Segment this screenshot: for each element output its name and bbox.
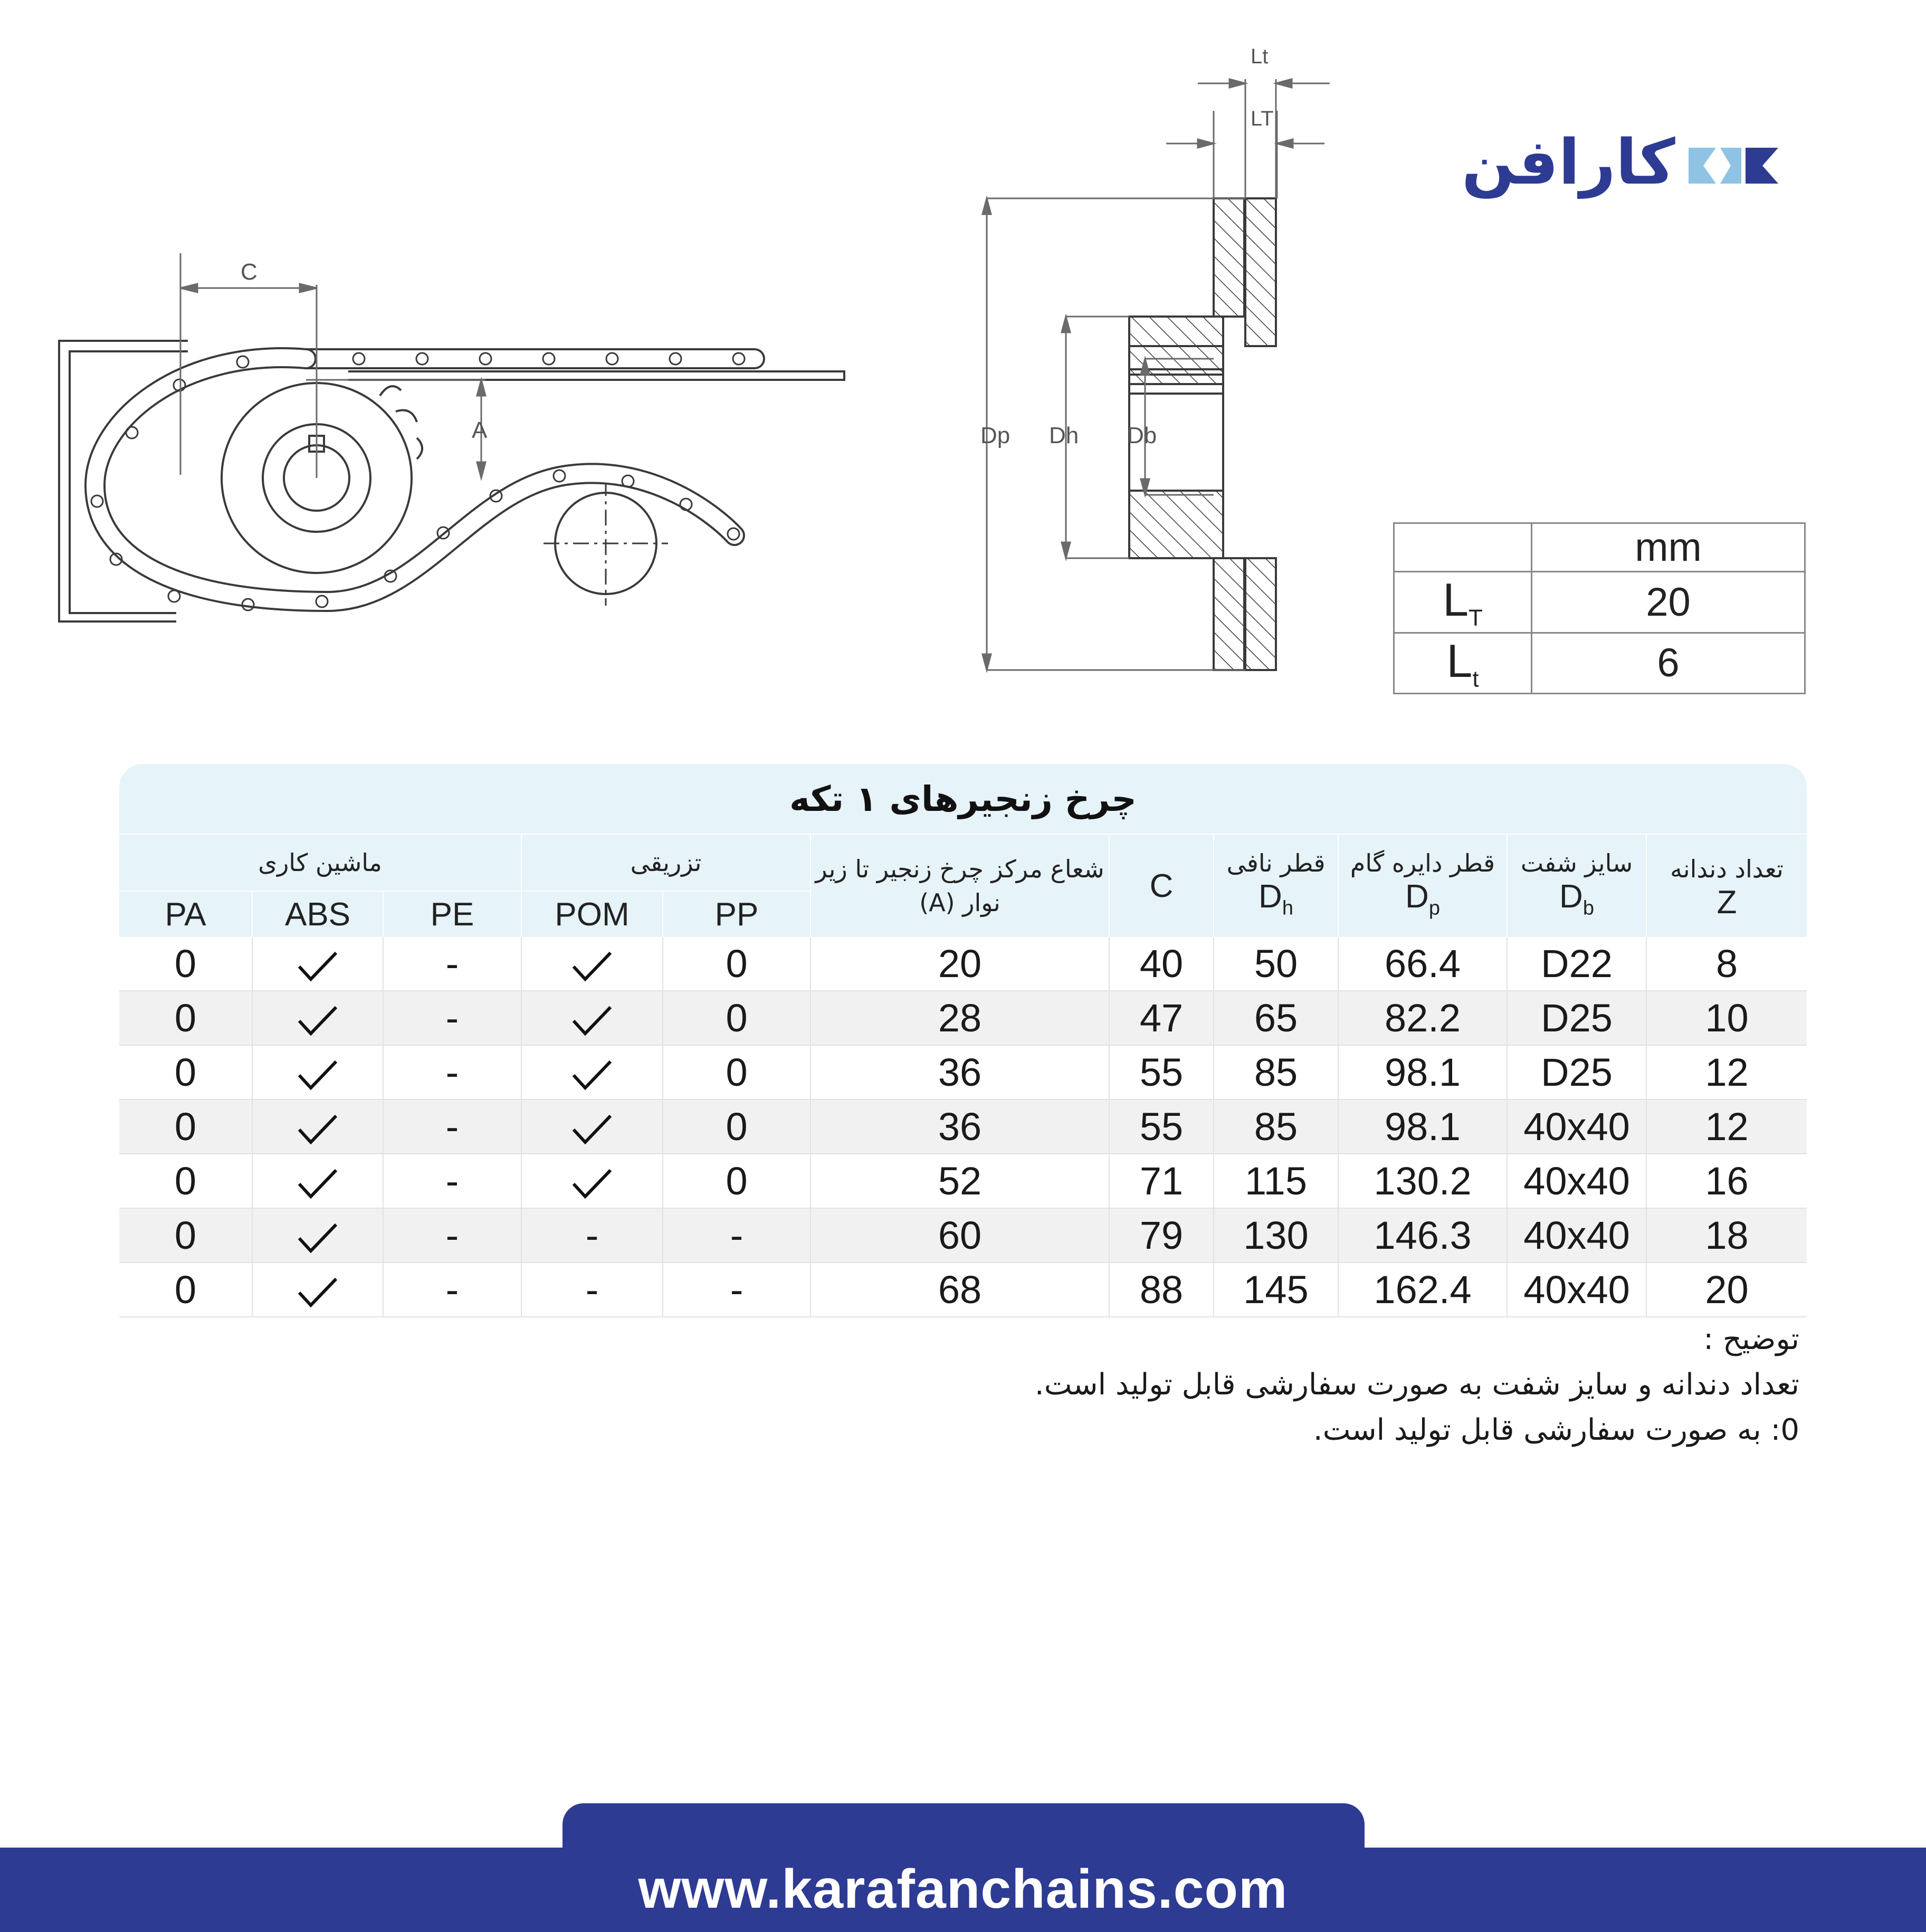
cell-a: 28 (811, 991, 1109, 1045)
check-icon (297, 1277, 338, 1308)
table-row (119, 1045, 1807, 1099)
sprocket-table (119, 764, 1807, 1317)
cell-pa: 0 (119, 1045, 252, 1099)
cell-dp: 130.2 (1338, 1154, 1507, 1208)
lt-lower-symbol: $L_t$ (1394, 633, 1532, 694)
lt-spec-table (1393, 522, 1806, 694)
cell-pa: 0 (119, 1154, 252, 1208)
group-injection: تزریقی (521, 834, 811, 891)
table-row (119, 937, 1807, 991)
check-icon (571, 1005, 613, 1037)
dim-dh-label: Dh (1049, 423, 1079, 448)
cell-db: D22 (1507, 937, 1646, 991)
header-radius: شعاع مرکز چرخ زنجیر تا زیر نوار (A) (811, 834, 1109, 937)
cell-a: 68 (811, 1263, 1109, 1317)
cell-dp: 162.4 (1338, 1263, 1507, 1317)
check-icon (297, 1114, 338, 1145)
check-icon (571, 1059, 613, 1091)
header-pom: POM (521, 891, 663, 937)
cell-db: 40x40 (1507, 1099, 1646, 1154)
cell-pom: - (521, 1263, 663, 1317)
cell-db: 40x40 (1507, 1154, 1646, 1208)
cell-c: 79 (1109, 1208, 1214, 1263)
cell-pa: 0 (119, 1263, 252, 1317)
cell-z: 16 (1646, 1154, 1807, 1208)
lt-upper-symbol: $L_T$ (1394, 572, 1532, 633)
table-body (119, 937, 1807, 1317)
check-icon (571, 1114, 613, 1145)
cell-dh: 50 (1214, 937, 1338, 991)
unit-header: mm (1532, 523, 1805, 572)
cell-c: 55 (1109, 1045, 1214, 1099)
cell-c: 88 (1109, 1263, 1214, 1317)
notes-line-2: 0: به صورت سفارشی قابل تولید است. (1313, 1413, 1799, 1447)
cell-pom (521, 991, 663, 1045)
cell-a: 60 (811, 1208, 1109, 1263)
table-row (119, 991, 1807, 1045)
cell-pe: - (383, 1263, 521, 1317)
cell-pom: - (521, 1208, 663, 1263)
cell-z: 18 (1646, 1208, 1807, 1263)
cell-c: 71 (1109, 1154, 1214, 1208)
cell-abs (252, 1099, 383, 1154)
notes-heading: توضیح : (1703, 1322, 1799, 1356)
cell-dp: 146.3 (1338, 1208, 1507, 1263)
cell-abs (252, 991, 383, 1045)
cell-dh: 85 (1214, 1045, 1338, 1099)
notes-line-1: تعداد دندانه و سایز شفت به صورت سفارشی قابل تولید است. (1034, 1367, 1799, 1402)
cell-dp: 98.1 (1338, 1099, 1507, 1154)
cell-c: 55 (1109, 1099, 1214, 1154)
cell-pom (521, 1045, 663, 1099)
cell-pp: - (663, 1208, 811, 1263)
cell-pp: 0 (663, 1045, 811, 1099)
cell-pom (521, 1099, 663, 1154)
cell-db: D25 (1507, 1045, 1646, 1099)
cell-dh: 65 (1214, 991, 1338, 1045)
cell-pa: 0 (119, 1099, 252, 1154)
check-icon (297, 951, 338, 982)
cell-db: D25 (1507, 991, 1646, 1045)
cell-pe: - (383, 1099, 521, 1154)
cell-dp: 98.1 (1338, 1045, 1507, 1099)
sprocket-data-table (119, 834, 1807, 1317)
check-icon (297, 1168, 338, 1200)
cell-dh: 145 (1214, 1263, 1338, 1317)
header-teeth: تعداد دندانه Z (1646, 834, 1807, 937)
cell-a: 36 (811, 1099, 1109, 1154)
cell-z: 20 (1646, 1263, 1807, 1317)
cell-dh: 85 (1214, 1099, 1338, 1154)
dim-c-label: C (241, 259, 258, 285)
check-icon (297, 1222, 338, 1254)
cell-z: 12 (1646, 1045, 1807, 1099)
cell-dh: 115 (1214, 1154, 1338, 1208)
cell-abs (252, 1045, 383, 1099)
table-row (119, 1154, 1807, 1208)
header-pitch: قطر دایره گام $D_p$ (1338, 834, 1507, 937)
cell-pa: 0 (119, 1208, 252, 1263)
cell-abs (252, 1154, 383, 1208)
dim-lt-lower-label: Lt (1251, 45, 1269, 68)
cell-abs (252, 1263, 383, 1317)
cell-c: 40 (1109, 937, 1214, 991)
cell-pe: - (383, 1208, 521, 1263)
cell-pp: 0 (663, 991, 811, 1045)
header-hub: قطر نافی $D_h$ (1214, 834, 1338, 937)
cell-a: 20 (811, 937, 1109, 991)
check-icon (297, 1059, 338, 1091)
cell-pom (521, 1154, 663, 1208)
cell-pp: 0 (663, 937, 811, 991)
cell-pe: - (383, 937, 521, 991)
cell-z: 10 (1646, 991, 1807, 1045)
lt-upper-value: 20 (1532, 572, 1805, 633)
check-icon (571, 951, 613, 982)
lt-lower-value: 6 (1532, 633, 1805, 694)
table-title: چرخ زنجیرهای ۱ تکه (119, 764, 1807, 834)
cell-abs (252, 1208, 383, 1263)
check-icon (571, 1168, 613, 1200)
chain-wrap-drawing (53, 253, 876, 654)
cell-pa: 0 (119, 991, 252, 1045)
cell-z: 8 (1646, 937, 1807, 991)
table-row (119, 1208, 1807, 1263)
header-pe: PE (383, 891, 521, 937)
notes (1035, 1317, 1799, 1453)
cell-dh: 130 (1214, 1208, 1338, 1263)
cell-db: 40x40 (1507, 1263, 1646, 1317)
dim-db-label: Db (1127, 423, 1157, 448)
cell-pp: - (663, 1263, 811, 1317)
group-machining: ماشین کاری (119, 834, 521, 891)
cell-abs (252, 937, 383, 991)
cell-a: 36 (811, 1045, 1109, 1099)
header-abs: ABS (252, 891, 383, 937)
logo-mark-icon (1689, 148, 1778, 184)
header-shaft: سایز شفت $D_b$ (1507, 834, 1646, 937)
dim-a-label: A (472, 417, 488, 443)
dim-lt-upper-label: LT (1251, 107, 1274, 130)
cell-pp: 0 (663, 1154, 811, 1208)
header-c: C (1109, 834, 1214, 937)
header-pa: PA (119, 891, 252, 937)
cell-z: 12 (1646, 1099, 1807, 1154)
cell-pe: - (383, 1045, 521, 1099)
cell-dp: 66.4 (1338, 937, 1507, 991)
dim-dp-label: Dp (980, 423, 1010, 448)
check-icon (297, 1005, 338, 1037)
cell-db: 40x40 (1507, 1208, 1646, 1263)
header-pp: PP (663, 891, 811, 937)
sprocket-section-drawing (971, 32, 1372, 681)
table-row (119, 1263, 1807, 1317)
cell-a: 52 (811, 1154, 1109, 1208)
cell-pe: - (383, 991, 521, 1045)
cell-c: 47 (1109, 991, 1214, 1045)
cell-dp: 82.2 (1338, 991, 1507, 1045)
website-link[interactable]: www.karafanchains.com (638, 1858, 1288, 1920)
cell-pp: 0 (663, 1099, 811, 1154)
cell-pe: - (383, 1154, 521, 1208)
karafan-logo (1456, 127, 1784, 200)
cell-pom (521, 937, 663, 991)
svg-text:کارافن: کارافن (1462, 127, 1675, 198)
table-row (119, 1099, 1807, 1154)
cell-pa: 0 (119, 937, 252, 991)
